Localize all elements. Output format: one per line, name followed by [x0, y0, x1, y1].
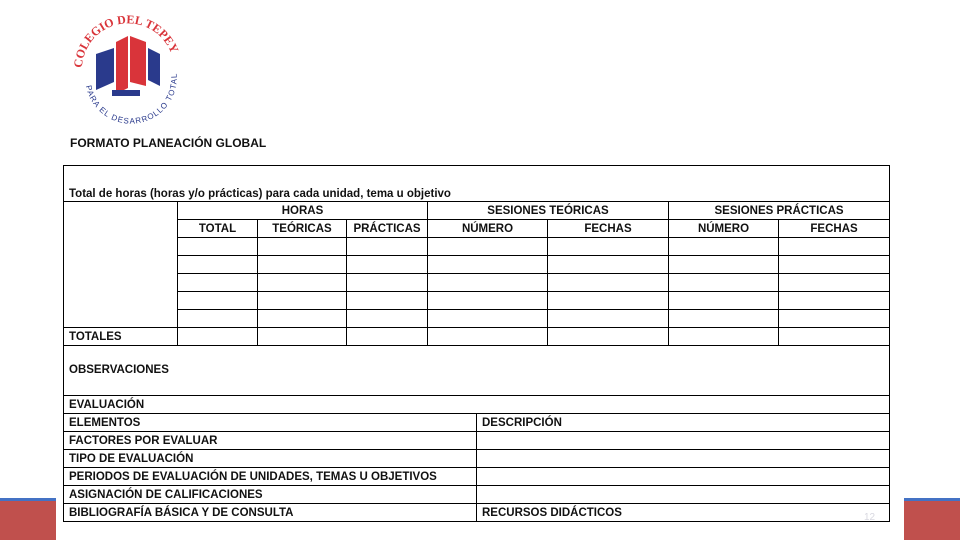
table-cell[interactable]: [347, 274, 428, 292]
table-cell[interactable]: [779, 310, 890, 328]
totals-cell[interactable]: [258, 328, 347, 346]
table-cell[interactable]: [779, 292, 890, 310]
column-header: NÚMERO: [428, 220, 548, 238]
table-cell[interactable]: [779, 256, 890, 274]
column-header: TEÓRICAS: [258, 220, 347, 238]
evaluation-row-label: FACTORES POR EVALUAR: [64, 432, 477, 450]
school-logo: [66, 12, 186, 124]
totals-cell[interactable]: [779, 328, 890, 346]
totals-label: TOTALES: [64, 328, 178, 346]
footer-band-right: [904, 498, 960, 540]
book-icon: [96, 36, 160, 96]
group-sesiones-practicas: SESIONES PRÁCTICAS: [669, 202, 890, 220]
table-cell[interactable]: [669, 256, 779, 274]
table-cell[interactable]: [178, 292, 258, 310]
table-cell[interactable]: [779, 274, 890, 292]
totals-cell[interactable]: [428, 328, 548, 346]
table-cell[interactable]: [669, 310, 779, 328]
table-cell[interactable]: [428, 256, 548, 274]
evaluation-row-label: ASIGNACIÓN DE CALIFICACIONES: [64, 486, 477, 504]
table-row: [64, 256, 890, 274]
evaluation-row-value[interactable]: [477, 468, 890, 486]
table-cell[interactable]: [178, 238, 258, 256]
table-cell[interactable]: [428, 274, 548, 292]
table-cell[interactable]: [779, 238, 890, 256]
footer-band-left: [0, 498, 56, 540]
evaluation-table: [63, 395, 890, 522]
evaluation-row-label: PERIODOS DE EVALUACIÓN DE UNIDADES, TEMAS U OBJETIVOS: [64, 468, 477, 486]
totals-cell[interactable]: [178, 328, 258, 346]
hours-table-heading: Total de horas (horas y/o prácticas) para cada unidad, tema u objetivo: [64, 166, 890, 202]
table-row: [64, 450, 890, 468]
logo-arc-bottom-text: PARA EL DESARROLLO TOTAL: [83, 72, 179, 124]
totals-row: [64, 328, 890, 346]
table-row: [64, 504, 890, 522]
evaluation-row-value[interactable]: [477, 486, 890, 504]
table-cell[interactable]: [669, 274, 779, 292]
table-cell[interactable]: [347, 310, 428, 328]
table-cell[interactable]: [258, 256, 347, 274]
table-row: [64, 274, 890, 292]
table-cell[interactable]: [548, 310, 669, 328]
table-cell[interactable]: [428, 310, 548, 328]
evaluation-heading: EVALUACIÓN: [64, 396, 890, 414]
logo-arc-top-text: COLEGIO DEL TEPEY: [70, 12, 182, 69]
table-row: [64, 414, 890, 432]
evaluation-row-value[interactable]: [477, 432, 890, 450]
column-header: FECHAS: [548, 220, 669, 238]
table-cell[interactable]: [428, 292, 548, 310]
evaluation-row-label: ELEMENTOS: [64, 414, 477, 432]
table-cell[interactable]: [258, 274, 347, 292]
column-header: TOTAL: [178, 220, 258, 238]
totals-cell[interactable]: [347, 328, 428, 346]
table-cell[interactable]: [178, 274, 258, 292]
evaluation-row-label: BIBLIOGRAFÍA BÁSICA Y DE CONSULTA: [64, 504, 477, 522]
table-row: [64, 468, 890, 486]
table-cell[interactable]: [347, 256, 428, 274]
table-cell[interactable]: [347, 292, 428, 310]
evaluation-row-value: RECURSOS DIDÁCTICOS: [477, 504, 890, 522]
totals-cell[interactable]: [669, 328, 779, 346]
table-cell[interactable]: [548, 292, 669, 310]
column-header: FECHAS: [779, 220, 890, 238]
column-header: NÚMERO: [669, 220, 779, 238]
hours-table: [63, 165, 890, 398]
totals-cell[interactable]: [548, 328, 669, 346]
table-cell[interactable]: [428, 238, 548, 256]
table-row: [64, 292, 890, 310]
evaluation-row-value: DESCRIPCIÓN: [477, 414, 890, 432]
table-row: [64, 238, 890, 256]
table-cell[interactable]: [548, 274, 669, 292]
slide-number: 12: [864, 512, 876, 523]
evaluation-row-label: TIPO DE EVALUACIÓN: [64, 450, 477, 468]
table-cell[interactable]: [669, 238, 779, 256]
table-row: [64, 310, 890, 328]
evaluation-row-value[interactable]: [477, 450, 890, 468]
table-cell[interactable]: [178, 256, 258, 274]
table-cell[interactable]: [548, 256, 669, 274]
table-row: [64, 432, 890, 450]
group-sesiones-teoricas: SESIONES TEÓRICAS: [428, 202, 669, 220]
table-cell[interactable]: [258, 292, 347, 310]
table-cell[interactable]: [669, 292, 779, 310]
table-cell[interactable]: [548, 238, 669, 256]
observations-cell[interactable]: [64, 346, 890, 398]
table-cell[interactable]: [178, 310, 258, 328]
hours-table-label-cell: [64, 202, 178, 328]
document-title: FORMATO PLANEACIÓN GLOBAL: [70, 136, 267, 150]
group-horas: HORAS: [178, 202, 428, 220]
table-cell[interactable]: [347, 238, 428, 256]
table-cell[interactable]: [258, 238, 347, 256]
observations-label: OBSERVACIONES: [69, 364, 169, 376]
column-header: PRÁCTICAS: [347, 220, 428, 238]
table-cell[interactable]: [258, 310, 347, 328]
table-row: [64, 486, 890, 504]
